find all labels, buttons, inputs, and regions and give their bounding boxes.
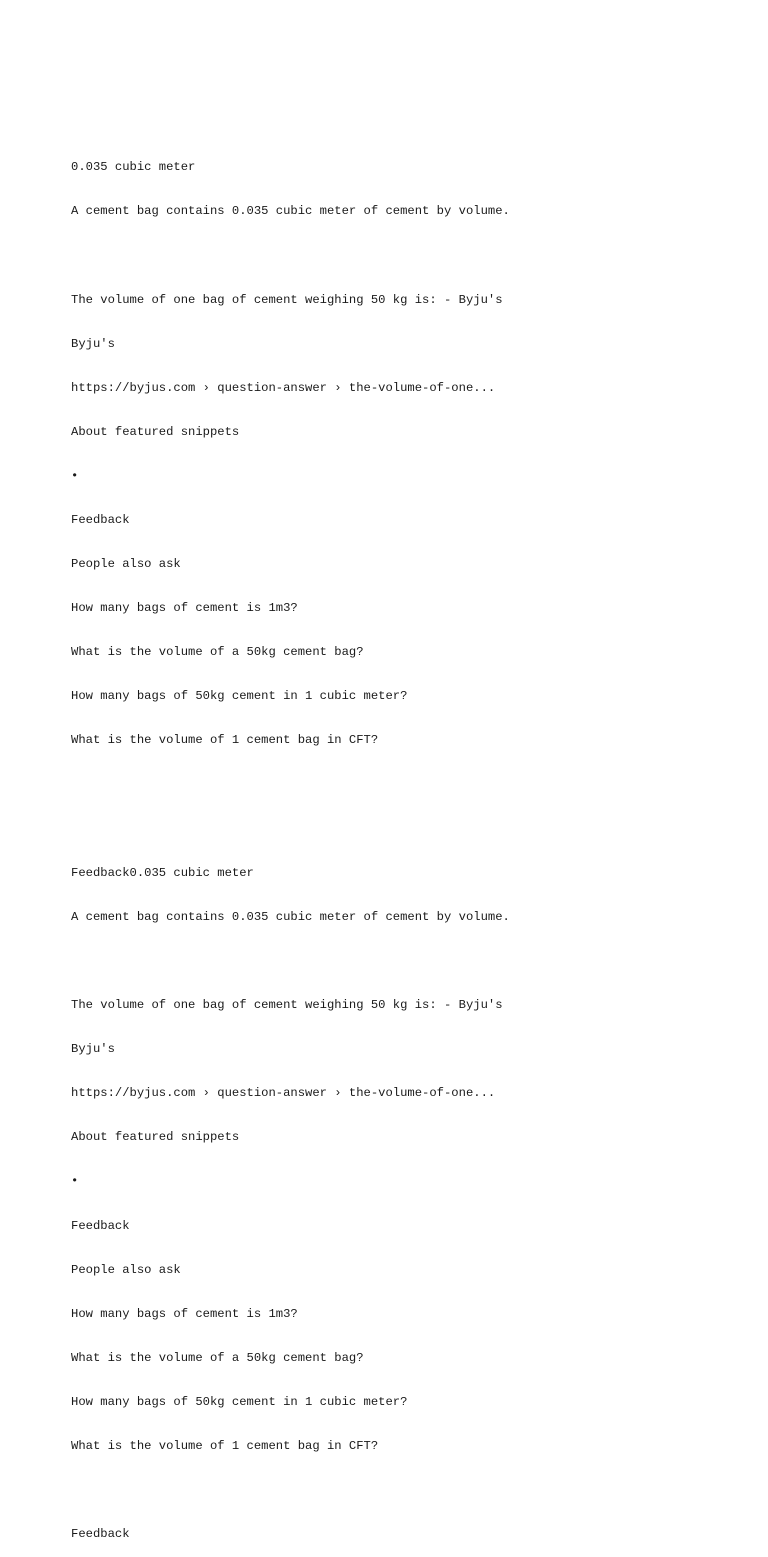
featured-answer: 0.035 cubic meter (71, 160, 196, 175)
question-item[interactable]: What is the volume of 1 cement bag in CFT? (71, 1438, 379, 1453)
question-item[interactable]: What is the volume of 1 cement bag in CFT? (71, 733, 379, 748)
document-body (71, 72, 751, 1557)
question-item[interactable]: How many bags of cement is 1m3? (71, 1306, 298, 1321)
question-item[interactable]: What is the volume of a 50kg cement bag? (71, 645, 364, 660)
feedback-link[interactable]: Feedback (71, 512, 130, 527)
question-item[interactable]: How many bags of 50kg cement in 1 cubic meter? (71, 1394, 408, 1409)
featured-answer: 0.035 cubic meter (129, 865, 254, 880)
people-also-ask-heading: People also ask (71, 557, 181, 572)
question-item[interactable]: How many bags of cement is 1m3? (71, 601, 298, 616)
spacer (71, 954, 751, 969)
answer-description: A cement bag contains 0.035 cubic meter of cement by volume. (71, 204, 510, 219)
source-name: Byju's (71, 1042, 115, 1057)
bullet-icon: • (71, 468, 79, 483)
featured-answer-line (71, 160, 751, 175)
people-also-ask-heading: People also ask (71, 1262, 181, 1277)
snippet-block (71, 131, 751, 778)
question-item[interactable]: How many bags of 50kg cement in 1 cubic meter? (71, 689, 408, 704)
snippet-block (71, 836, 751, 1483)
source-title-link[interactable]: The volume of one bag of cement weighing 50 kg is: - Byju's (71, 998, 503, 1013)
source-title-link[interactable]: The volume of one bag of cement weighing 50 kg is: - Byju's (71, 292, 503, 307)
source-name: Byju's (71, 336, 115, 351)
question-item[interactable]: What is the volume of a 50kg cement bag? (71, 1350, 364, 1365)
spacer (71, 248, 751, 263)
feedback-link[interactable]: Feedback (71, 1218, 130, 1233)
bullet-icon: • (71, 1174, 79, 1189)
feedback-link-inline[interactable]: Feedback (71, 865, 130, 880)
featured-answer-line (71, 866, 751, 881)
answer-description: A cement bag contains 0.035 cubic meter of cement by volume. (71, 909, 510, 924)
source-url[interactable]: https://byjus.com › question-answer › the-volume-of-one... (71, 1086, 496, 1101)
about-featured-snippets-link[interactable]: About featured snippets (71, 424, 240, 439)
feedback-link[interactable]: Feedback (71, 1527, 130, 1542)
source-url[interactable]: https://byjus.com › question-answer › the-volume-of-one... (71, 380, 496, 395)
about-featured-snippets-link[interactable]: About featured snippets (71, 1130, 240, 1145)
